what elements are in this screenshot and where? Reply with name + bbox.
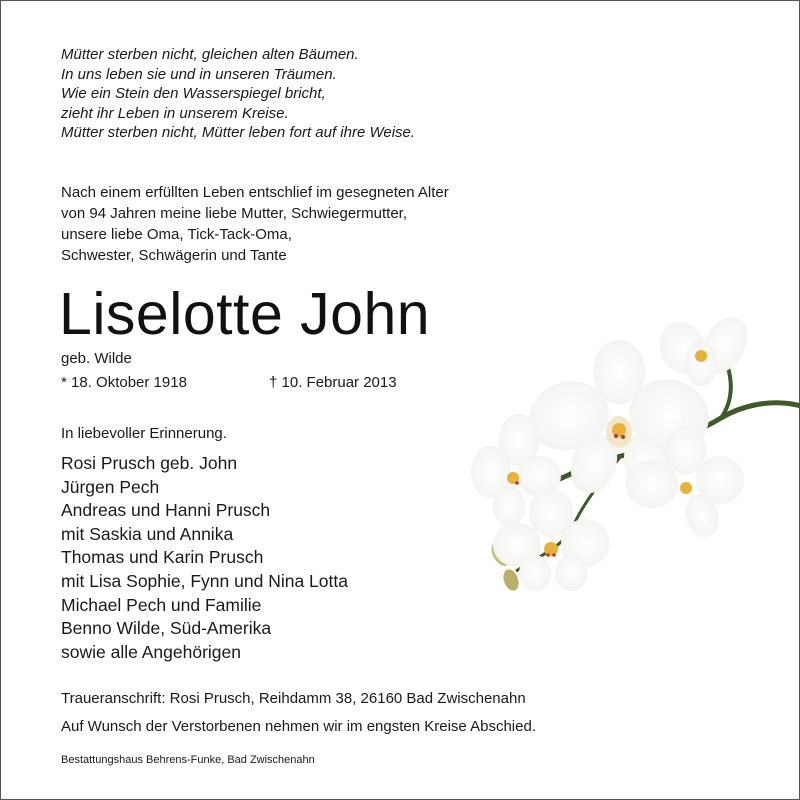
deceased-name: Liselotte John: [59, 281, 431, 347]
orchid-flower: [653, 310, 757, 386]
mourner: Michael Pech und Familie: [61, 594, 262, 615]
poem-line: zieht ihr Leben in unserem Kreise.: [61, 104, 289, 122]
mourning-address: Traueranschrift: Rosi Prusch, Reihdamm 38, 26160 Bad Zwischenahn: [61, 690, 526, 707]
poem-line: Mütter sterben nicht, gleichen alten Bäumen.: [61, 46, 359, 63]
mourner: Rosi Prusch geb. John: [61, 453, 238, 473]
life-dates: [61, 373, 397, 393]
birth-date: * 18. Oktober 1918: [61, 374, 187, 391]
remembrance-line: In liebevoller Erinnerung.: [61, 425, 227, 442]
intro-text: [61, 182, 449, 266]
farewell-note: Auf Wunsch der Verstorbenen nehmen wir im engsten Kreise Abschied.: [61, 718, 536, 735]
poem-line: Wie ein Stein den Wasserspiegel bricht,: [61, 85, 326, 102]
mourner: Andreas und Hanni Prusch: [61, 500, 271, 521]
funeral-home: Bestattungshaus Behrens-Funke, Bad Zwischenahn: [61, 754, 315, 766]
intro-line: Schwester, Schwägerin und Tante: [61, 247, 287, 264]
death-date: † 10. Februar 2013: [269, 374, 397, 391]
mourner: mit Saskia und Annika: [61, 523, 234, 544]
orchid-image: [471, 306, 800, 596]
intro-line: von 94 Jahren meine liebe Mutter, Schwiegermutter,: [61, 205, 408, 222]
mourner: Thomas und Karin Prusch: [61, 547, 264, 568]
poem: [61, 45, 415, 143]
mourner: sowie alle Angehörigen: [61, 641, 241, 662]
mourner: Jürgen Pech: [61, 476, 160, 497]
mourners-list: [61, 452, 348, 664]
maiden-name: geb. Wilde: [61, 350, 132, 367]
poem-line: Mütter sterben nicht, Mütter leben fort auf ihre Weise.: [61, 124, 416, 141]
intro-line: Nach einem erfüllten Leben entschlief im gesegneten Alter: [61, 184, 449, 201]
mourner: Benno Wilde, Süd-Amerika: [61, 618, 272, 639]
poem-line: In uns leben sie und in unseren Träumen.: [61, 65, 337, 83]
intro-line: unsere liebe Oma, Tick-Tack-Oma,: [61, 226, 292, 243]
mourner: mit Lisa Sophie, Fynn und Nina Lotta: [61, 570, 348, 591]
